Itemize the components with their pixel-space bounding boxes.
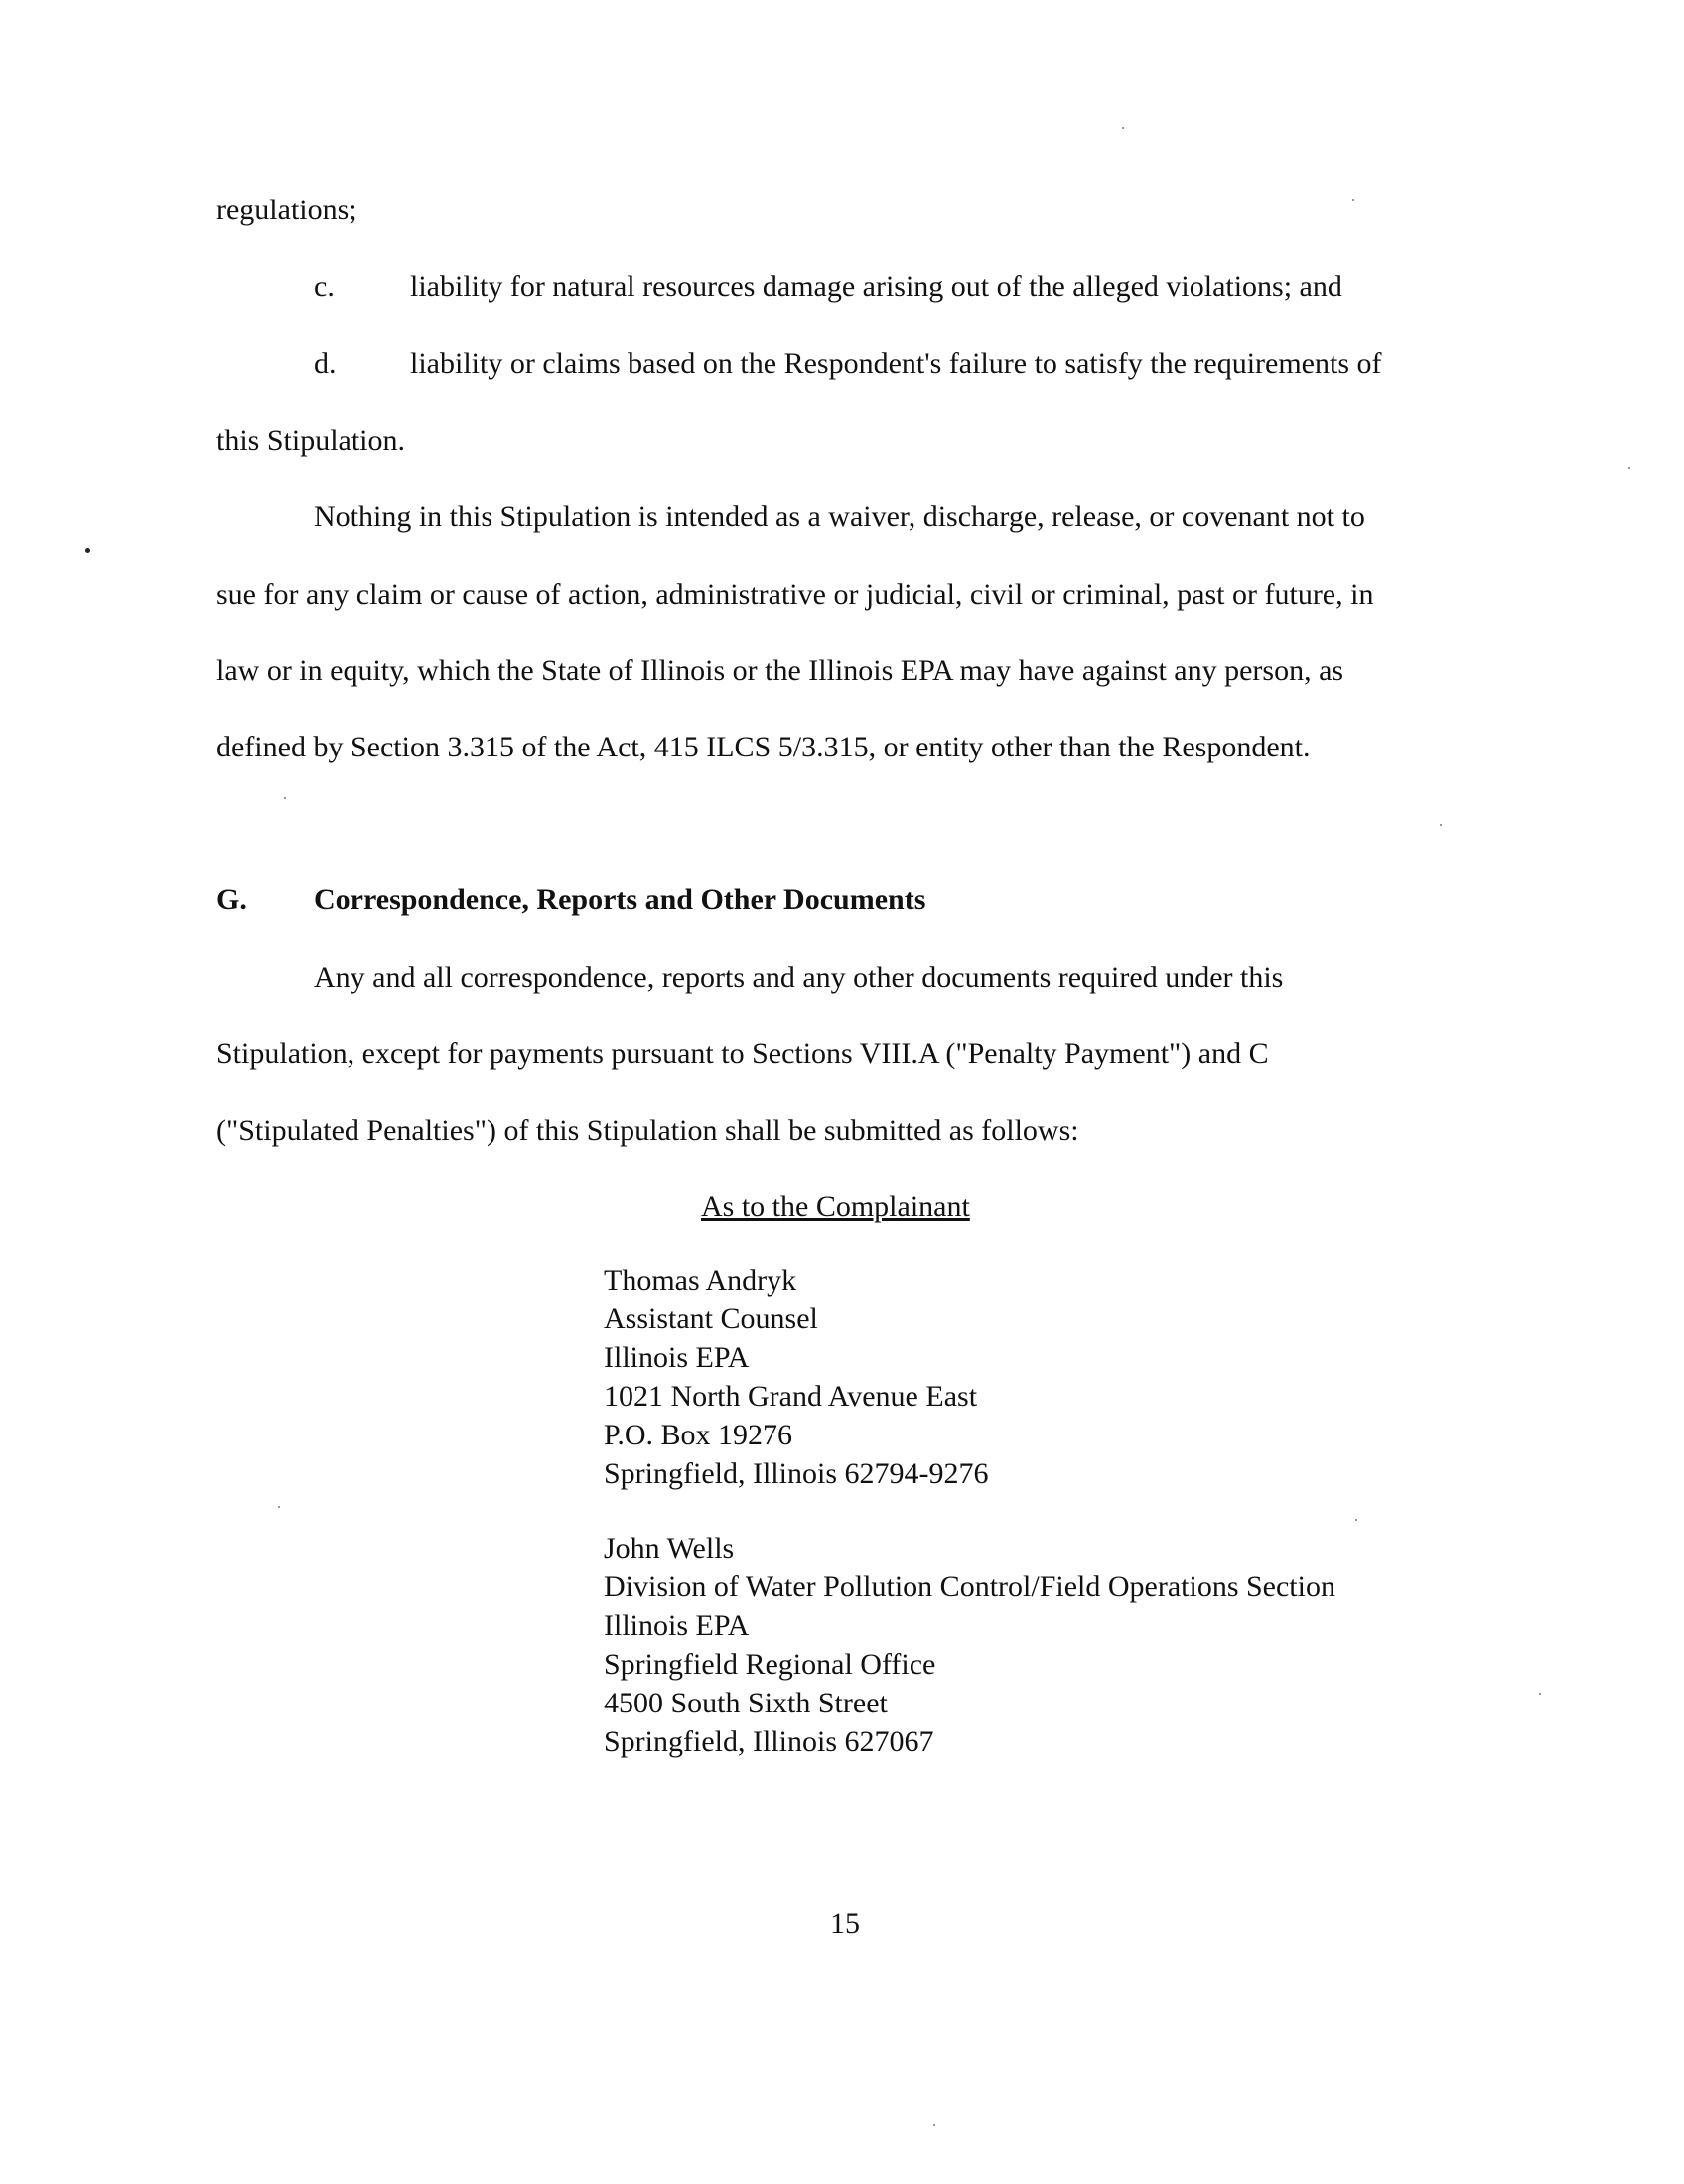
list-item-d-text: liability or claims based on the Respondent's failure to satisfy the requirements of [410, 347, 1382, 380]
contact-division: Division of Water Pollution Control/Field Operations Section [604, 1570, 1335, 1603]
page-number: 15 [830, 1907, 860, 1940]
contact-address-block [604, 1529, 1335, 1761]
contact-title: Assistant Counsel [604, 1302, 818, 1335]
scan-speck [1352, 199, 1354, 201]
paragraph-line: defined by Section 3.315 of the Act, 415 ILCS 5/3.315, or entity other than the Respondent. [216, 731, 1311, 763]
contact-organization: Illinois EPA [604, 1341, 750, 1374]
contact-name: Thomas Andryk [604, 1264, 797, 1297]
section-heading: Correspondence, Reports and Other Documents [314, 884, 926, 916]
contact-organization: Illinois EPA [604, 1609, 750, 1642]
scan-speck [1440, 824, 1442, 826]
section-letter: G. [216, 884, 247, 916]
scan-speck [1539, 1693, 1541, 1695]
scan-speck [85, 548, 90, 553]
scan-speck [1628, 467, 1630, 469]
contact-street: 4500 South Sixth Street [604, 1687, 888, 1719]
contact-street: 1021 North Grand Avenue East [604, 1380, 978, 1413]
list-item-d-label: d. [314, 347, 337, 380]
paragraph-line: sue for any claim or cause of action, administrative or judicial, civil or criminal, past or future, in [216, 578, 1374, 611]
section-paragraph-line: Stipulation, except for payments pursuant to Sections VIII.A ("Penalty Payment") and C [216, 1037, 1269, 1070]
section-paragraph-line: Any and all correspondence, reports and any other documents required under this [314, 961, 1284, 994]
list-item-c-label: c. [314, 270, 335, 303]
section-paragraph-line: ("Stipulated Penalties") of this Stipulation shall be submitted as follows: [216, 1114, 1079, 1147]
contact-name: John Wells [604, 1532, 735, 1565]
scan-speck [933, 2124, 935, 2126]
paragraph-line: law or in equity, which the State of Illinois or the Illinois EPA may have against any person, as [216, 654, 1344, 687]
text-line-this-stipulation: this Stipulation. [216, 424, 406, 457]
list-item-c-text: liability for natural resources damage arising out of the alleged violations; and [410, 270, 1342, 303]
scan-speck [284, 797, 286, 799]
text-line-regulations: regulations; [216, 194, 357, 226]
contact-po-box: P.O. Box 19276 [604, 1419, 793, 1451]
contact-office: Springfield Regional Office [604, 1648, 936, 1681]
scan-speck [278, 1506, 280, 1508]
contact-address-block [604, 1261, 988, 1493]
contact-city: Springfield, Illinois 627067 [604, 1725, 934, 1758]
scan-speck [1355, 1519, 1357, 1521]
complainant-subheading: As to the Complainant [701, 1190, 970, 1223]
scan-speck [1122, 127, 1124, 129]
paragraph-line: Nothing in this Stipulation is intended as a waiver, discharge, release, or covenant not to [314, 500, 1365, 533]
contact-city: Springfield, Illinois 62794-9276 [604, 1457, 989, 1490]
